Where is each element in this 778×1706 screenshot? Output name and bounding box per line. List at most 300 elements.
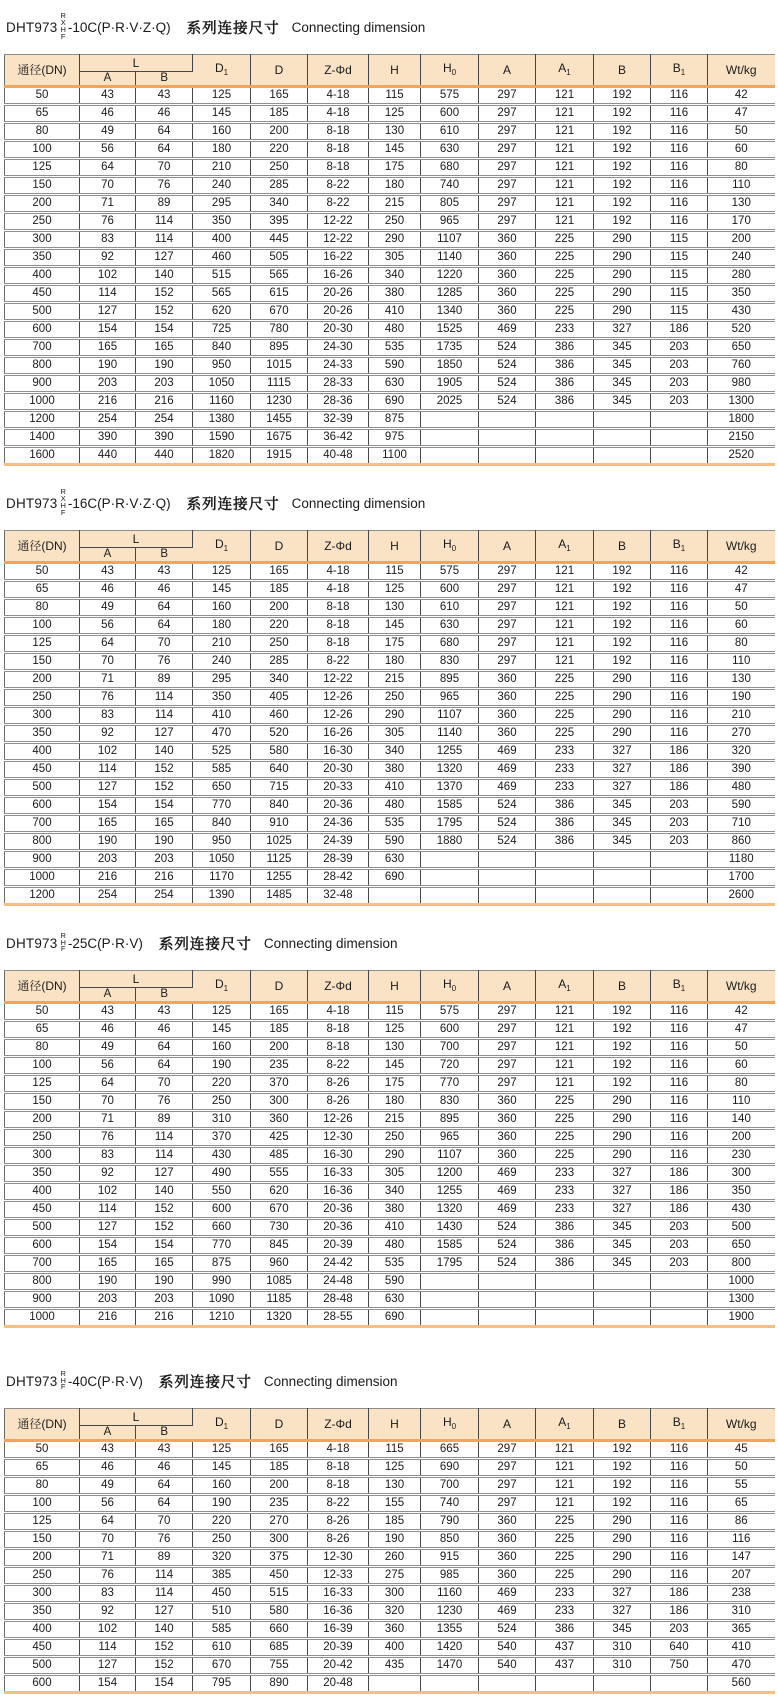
dimension-cell <box>421 851 479 869</box>
dimension-cell: 20-36 <box>308 797 369 815</box>
dimension-cell: 76 <box>136 1531 193 1549</box>
dimension-cell: 297 <box>479 1495 536 1513</box>
dimension-cell: 20-30 <box>308 761 369 779</box>
dimension-cell: 8-18 <box>308 635 369 653</box>
dimension-cell: 327 <box>594 1585 651 1603</box>
dimension-cell: 290 <box>594 303 651 321</box>
dimension-cell: 250 <box>193 1093 251 1111</box>
dimension-cell: 297 <box>479 195 536 213</box>
dimension-cell: 190 <box>80 1273 136 1291</box>
dimension-cell: 185 <box>251 581 308 599</box>
dimension-cell: 192 <box>594 141 651 159</box>
dimension-cell: 192 <box>594 1021 651 1039</box>
dimension-cell: 345 <box>594 375 651 393</box>
dimension-cell: 47 <box>708 1021 775 1039</box>
dimension-cell: 290 <box>369 1147 421 1165</box>
dimension-cell: 405 <box>251 689 308 707</box>
stack-letter: X <box>60 18 66 28</box>
dimension-cell: 116 <box>651 87 708 105</box>
dimension-cell: 310 <box>594 1657 651 1675</box>
dimension-cell: 380 <box>369 1201 421 1219</box>
dimension-cell: 690 <box>369 393 421 411</box>
stack-letter: R <box>60 1368 66 1378</box>
header-subscript: 1 <box>680 543 686 553</box>
dimension-cell: 46 <box>136 581 193 599</box>
dimension-cell: 1000 <box>708 1273 775 1291</box>
dimension-cell: 380 <box>369 761 421 779</box>
dn-cell: 100 <box>5 1057 80 1075</box>
dimension-cell: 24-30 <box>308 339 369 357</box>
dimension-cell: 186 <box>651 1183 708 1201</box>
dimension-cell: 225 <box>536 725 594 743</box>
dimension-cell <box>421 869 479 887</box>
dimension-cell <box>536 447 594 465</box>
dimension-cell: 600 <box>421 1021 479 1039</box>
dimension-cell: 24-48 <box>308 1273 369 1291</box>
dimension-cell: 16-30 <box>308 743 369 761</box>
dimension-cell: 290 <box>594 1531 651 1549</box>
dimension-cell: 275 <box>369 1567 421 1585</box>
dimension-cell: 116 <box>651 159 708 177</box>
dimension-cell: 660 <box>193 1219 251 1237</box>
dimension-cell: 585 <box>193 761 251 779</box>
dimension-cell: 116 <box>651 123 708 141</box>
dn-cell: 600 <box>5 1237 80 1255</box>
dimension-cell: 192 <box>594 581 651 599</box>
col-header-b-cap <box>594 55 651 87</box>
header-label: H <box>442 1414 452 1429</box>
header-label: A <box>502 979 511 993</box>
dimension-cell: 16-22 <box>308 249 369 267</box>
dn-cell: 400 <box>5 743 80 761</box>
dimension-cell: 290 <box>594 249 651 267</box>
table-section-16c <box>4 488 774 906</box>
col-header-b1 <box>651 531 708 563</box>
dn-cell: 125 <box>5 635 80 653</box>
dimension-cell: 524 <box>479 797 536 815</box>
col-header-a-cap <box>479 1409 536 1441</box>
dimension-cell: 80 <box>708 635 775 653</box>
dimension-cell: 690 <box>369 1309 421 1327</box>
dimension-cell: 190 <box>80 833 136 851</box>
dimension-cell: 28-42 <box>308 869 369 887</box>
dimension-cell: 360 <box>479 1129 536 1147</box>
dimension-cell: 524 <box>479 375 536 393</box>
dimension-cell: 76 <box>136 177 193 195</box>
dimension-cell <box>651 887 708 905</box>
dimension-cell: 1795 <box>421 1255 479 1273</box>
dimension-cell: 145 <box>369 1057 421 1075</box>
dimension-cell: 390 <box>708 761 775 779</box>
dimension-cell: 524 <box>479 1255 536 1273</box>
dimension-cell: 147 <box>708 1549 775 1567</box>
dimension-cell: 960 <box>251 1255 308 1273</box>
dimension-cell: 42 <box>708 1003 775 1021</box>
dimension-cell: 250 <box>193 1531 251 1549</box>
table-row <box>5 1549 775 1567</box>
table-row <box>5 321 775 339</box>
dimension-cell: 225 <box>536 249 594 267</box>
dimension-cell: 180 <box>369 653 421 671</box>
connecting-dimension-table-25c <box>4 970 775 1328</box>
dimension-cell: 1320 <box>421 1201 479 1219</box>
pressure-class-code: -10C(P·R·V·Z·Q) <box>67 19 171 35</box>
dimension-cell: 670 <box>251 303 308 321</box>
table-row <box>5 1459 775 1477</box>
dimension-cell <box>421 411 479 429</box>
dimension-cell: 127 <box>136 1165 193 1183</box>
dimension-cell: 116 <box>651 1093 708 1111</box>
valve-type-letter-stack <box>60 13 65 40</box>
dimension-cell <box>536 1291 594 1309</box>
dimension-cell: 470 <box>708 1657 775 1675</box>
dimension-cell: 515 <box>193 267 251 285</box>
dimension-cell: 160 <box>193 123 251 141</box>
dimension-cell: 225 <box>536 1129 594 1147</box>
dn-cell: 100 <box>5 1495 80 1513</box>
dimension-cell: 360 <box>479 725 536 743</box>
dimension-cell: 430 <box>193 1147 251 1165</box>
dimension-cell: 192 <box>594 1477 651 1495</box>
dn-cell: 700 <box>5 339 80 357</box>
dimension-cell: 380 <box>369 285 421 303</box>
dimension-cell: 116 <box>651 1549 708 1567</box>
dimension-cell: 1170 <box>193 869 251 887</box>
header-subscript: 1 <box>223 1421 229 1431</box>
dimension-cell: 70 <box>80 177 136 195</box>
dn-cell: 450 <box>5 1201 80 1219</box>
table-row <box>5 195 775 213</box>
dimension-cell: 121 <box>536 123 594 141</box>
table-row <box>5 141 775 159</box>
dimension-cell: 220 <box>193 1513 251 1531</box>
col-header-z-phi-d <box>308 531 369 563</box>
dimension-cell: 125 <box>369 1021 421 1039</box>
dimension-cell: 575 <box>421 87 479 105</box>
dimension-cell: 115 <box>369 87 421 105</box>
header-label: D <box>214 60 224 75</box>
col-header-wt <box>708 55 775 87</box>
dimension-cell: 327 <box>594 1165 651 1183</box>
dimension-cell: 469 <box>479 761 536 779</box>
table-title-25c <box>6 928 774 958</box>
valve-type-letter-stack <box>60 489 65 516</box>
model-number: DHT973 <box>6 495 58 511</box>
dimension-cell: 410 <box>369 303 421 321</box>
dimension-cell: 71 <box>80 195 136 213</box>
dn-cell: 350 <box>5 1603 80 1621</box>
header-subscript: 1 <box>680 67 686 77</box>
dimension-cell: 525 <box>193 743 251 761</box>
dn-cell: 1600 <box>5 447 80 465</box>
dimension-cell: 116 <box>651 1075 708 1093</box>
dimension-cell: 1210 <box>193 1309 251 1327</box>
dimension-cell: 102 <box>80 1621 136 1639</box>
table-row <box>5 159 775 177</box>
dimension-cell: 116 <box>651 1129 708 1147</box>
series-label-en: Connecting dimension <box>291 19 426 35</box>
dimension-cell: 165 <box>136 1255 193 1273</box>
dimension-cell: 47 <box>708 581 775 599</box>
dimension-cell: 225 <box>536 1513 594 1531</box>
dimension-cell: 575 <box>421 563 479 581</box>
dn-cell: 300 <box>5 707 80 725</box>
dimension-cell: 200 <box>708 1129 775 1147</box>
stack-letter: R <box>60 11 66 21</box>
dimension-cell: 1455 <box>251 411 308 429</box>
dn-cell: 350 <box>5 725 80 743</box>
dimension-cell: 730 <box>251 1219 308 1237</box>
col-header-d <box>251 1409 308 1441</box>
dimension-cell: 175 <box>369 635 421 653</box>
dimension-cell: 310 <box>708 1603 775 1621</box>
dimension-cell: 225 <box>536 285 594 303</box>
dimension-cell: 121 <box>536 1057 594 1075</box>
dimension-cell: 386 <box>536 1255 594 1273</box>
dimension-cell: 64 <box>80 159 136 177</box>
dimension-cell <box>369 887 421 905</box>
dimension-cell: 469 <box>479 743 536 761</box>
dimension-cell: 70 <box>136 1075 193 1093</box>
dimension-cell: 690 <box>369 869 421 887</box>
dimension-cell: 240 <box>708 249 775 267</box>
dimension-cell: 360 <box>479 285 536 303</box>
dimension-cell: 1090 <box>193 1291 251 1309</box>
dimension-cell: 450 <box>193 1585 251 1603</box>
dimension-cell: 4-18 <box>308 1441 369 1459</box>
col-header-h0 <box>421 531 479 563</box>
dimension-cell: 386 <box>536 797 594 815</box>
dimension-cell: 297 <box>479 141 536 159</box>
dimension-cell: 46 <box>136 105 193 123</box>
connecting-dimension-table-40c <box>4 1408 775 1694</box>
dimension-cell: 585 <box>193 1621 251 1639</box>
dimension-cell: 114 <box>136 1585 193 1603</box>
dimension-cell: 290 <box>594 1567 651 1585</box>
dimension-cell: 216 <box>80 869 136 887</box>
dimension-cell: 386 <box>536 1237 594 1255</box>
dimension-cell: 170 <box>708 213 775 231</box>
dimension-cell: 115 <box>651 285 708 303</box>
dimension-cell <box>651 1273 708 1291</box>
stack-letter: X <box>60 494 66 504</box>
dimension-cell: 152 <box>136 1219 193 1237</box>
dimension-cell: 8-26 <box>308 1075 369 1093</box>
dimension-cell: 1700 <box>708 869 775 887</box>
dimension-cell: 360 <box>479 671 536 689</box>
dimension-cell: 125 <box>369 1459 421 1477</box>
dimension-cell: 70 <box>80 1531 136 1549</box>
dimension-cell: 524 <box>479 1621 536 1639</box>
dimension-cell: 580 <box>251 743 308 761</box>
dimension-cell: 121 <box>536 599 594 617</box>
dimension-cell: 965 <box>421 1129 479 1147</box>
dimension-cell: 60 <box>708 141 775 159</box>
dimension-cell: 350 <box>193 689 251 707</box>
dimension-cell: 20-42 <box>308 1657 369 1675</box>
dimension-cell: 24-36 <box>308 815 369 833</box>
dimension-cell: 24-39 <box>308 833 369 851</box>
header-label: H <box>390 539 399 553</box>
dimension-cell: 127 <box>136 725 193 743</box>
dimension-cell: 297 <box>479 1021 536 1039</box>
stack-letter: H <box>60 1375 66 1385</box>
dimension-cell: 175 <box>369 1075 421 1093</box>
dn-cell: 65 <box>5 581 80 599</box>
table-row <box>5 1639 775 1657</box>
dimension-cell: 850 <box>421 1531 479 1549</box>
dimension-cell: 370 <box>193 1129 251 1147</box>
dimension-cell: 32-48 <box>308 887 369 905</box>
dn-cell: 200 <box>5 195 80 213</box>
dimension-cell: 210 <box>193 635 251 653</box>
dimension-cell: 450 <box>251 1567 308 1585</box>
dimension-cell: 297 <box>479 123 536 141</box>
dimension-cell: 8-18 <box>308 1477 369 1495</box>
dimension-cell: 350 <box>708 1183 775 1201</box>
dimension-cell: 115 <box>369 1003 421 1021</box>
dimension-cell: 290 <box>594 1147 651 1165</box>
dimension-cell: 71 <box>80 671 136 689</box>
dimension-cell: 116 <box>651 653 708 671</box>
dn-cell: 500 <box>5 1657 80 1675</box>
dimension-cell: 360 <box>479 1531 536 1549</box>
dimension-cell: 65 <box>708 1495 775 1513</box>
header-subscript: 0 <box>451 543 457 553</box>
dimension-cell: 186 <box>651 1165 708 1183</box>
dimension-cell: 1160 <box>421 1585 479 1603</box>
dimension-cell: 225 <box>536 671 594 689</box>
dimension-cell: 180 <box>193 141 251 159</box>
dimension-cell: 64 <box>136 141 193 159</box>
dimension-cell: 116 <box>651 105 708 123</box>
dimension-cell: 121 <box>536 1459 594 1477</box>
series-label-cn: 系列连接尺寸 <box>186 20 280 37</box>
dimension-cell: 140 <box>136 1621 193 1639</box>
dimension-cell <box>536 887 594 905</box>
dimension-cell: 200 <box>708 231 775 249</box>
dimension-cell <box>536 851 594 869</box>
dimension-cell: 600 <box>421 105 479 123</box>
col-header-a-cap <box>479 531 536 563</box>
dimension-cell: 130 <box>369 1477 421 1495</box>
header-label: Z-Φd <box>324 979 352 993</box>
dimension-cell: 295 <box>193 195 251 213</box>
dimension-cell: 2520 <box>708 447 775 465</box>
dimension-cell: 860 <box>708 833 775 851</box>
dimension-cell: 445 <box>251 231 308 249</box>
col-header-d <box>251 531 308 563</box>
dimension-cell: 300 <box>708 1165 775 1183</box>
dimension-cell: 1900 <box>708 1309 775 1327</box>
dimension-cell: 469 <box>479 779 536 797</box>
table-row <box>5 447 775 465</box>
dimension-cell: 490 <box>193 1165 251 1183</box>
dimension-cell <box>536 1273 594 1291</box>
dimension-cell: 840 <box>193 339 251 357</box>
dimension-cell: 715 <box>251 779 308 797</box>
table-row <box>5 563 775 581</box>
dimension-cell: 56 <box>80 141 136 159</box>
dimension-cell: 20-30 <box>308 321 369 339</box>
dimension-cell: 386 <box>536 833 594 851</box>
dimension-cell: 114 <box>136 689 193 707</box>
dimension-cell: 76 <box>80 1567 136 1585</box>
table-row <box>5 1675 775 1693</box>
dimension-cell: 1355 <box>421 1621 479 1639</box>
header-label: A <box>502 1417 511 1431</box>
dimension-cell: 28-48 <box>308 1291 369 1309</box>
stack-letter: F <box>60 1382 66 1392</box>
dimension-cell: 8-26 <box>308 1513 369 1531</box>
dimension-cell: 203 <box>651 1255 708 1273</box>
col-header-a: A <box>80 988 136 1003</box>
dimension-cell: 192 <box>594 1039 651 1057</box>
col-header-h <box>369 531 421 563</box>
dimension-cell: 425 <box>251 1129 308 1147</box>
dimension-cell: 1525 <box>421 321 479 339</box>
dimension-cell: 1590 <box>193 429 251 447</box>
dimension-cell: 55 <box>708 1477 775 1495</box>
col-header-b: B <box>136 1426 193 1441</box>
dimension-cell: 290 <box>594 231 651 249</box>
header-label: B <box>617 979 626 993</box>
col-header-dn: 通径(DN) <box>5 55 80 87</box>
dimension-cell: 770 <box>193 797 251 815</box>
dimension-cell: 1340 <box>421 303 479 321</box>
dimension-cell: 345 <box>594 1255 651 1273</box>
dimension-cell: 8-18 <box>308 617 369 635</box>
dimension-cell: 290 <box>594 671 651 689</box>
stack-letter: F <box>60 31 66 41</box>
dimension-cell: 76 <box>80 689 136 707</box>
dimension-cell: 130 <box>369 123 421 141</box>
dimension-cell: 70 <box>136 159 193 177</box>
dn-cell: 1000 <box>5 869 80 887</box>
dimension-cell: 130 <box>369 599 421 617</box>
dimension-cell: 83 <box>80 1585 136 1603</box>
dn-cell: 450 <box>5 761 80 779</box>
table-row <box>5 617 775 635</box>
dimension-cell: 165 <box>251 87 308 105</box>
dimension-cell: 180 <box>369 1093 421 1111</box>
dimension-cell: 390 <box>80 429 136 447</box>
dimension-cell: 1915 <box>251 447 308 465</box>
dimension-cell <box>421 447 479 465</box>
dimension-cell: 60 <box>708 1057 775 1075</box>
dimension-cell: 524 <box>479 1219 536 1237</box>
dimension-cell: 200 <box>251 599 308 617</box>
dimension-cell: 207 <box>708 1567 775 1585</box>
dn-cell: 800 <box>5 1273 80 1291</box>
dimension-cell: 725 <box>193 321 251 339</box>
col-header-wt <box>708 531 775 563</box>
dimension-cell: 535 <box>369 1255 421 1273</box>
dimension-cell: 950 <box>193 833 251 851</box>
dimension-cell: 297 <box>479 1039 536 1057</box>
series-label-en: Connecting dimension <box>263 935 398 951</box>
header-subscript: 0 <box>451 1421 457 1431</box>
dn-cell: 250 <box>5 1567 80 1585</box>
dimension-cell: 360 <box>479 303 536 321</box>
dimension-cell <box>594 411 651 429</box>
header-label: Z-Φd <box>324 1417 352 1431</box>
col-header-h0 <box>421 55 479 87</box>
dimension-cell: 290 <box>594 1549 651 1567</box>
dimension-cell: 121 <box>536 213 594 231</box>
header-label: D <box>214 1414 224 1429</box>
dimension-cell: 1050 <box>193 851 251 869</box>
